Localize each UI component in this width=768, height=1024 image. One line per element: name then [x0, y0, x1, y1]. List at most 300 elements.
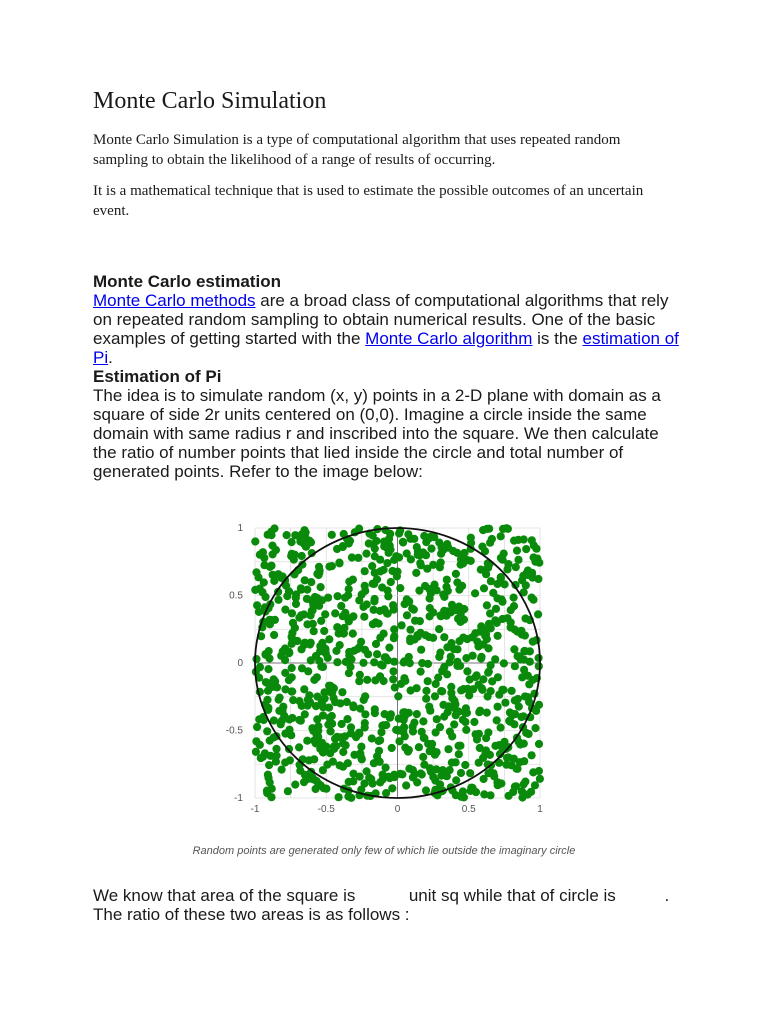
- data-point: [444, 745, 452, 753]
- page-title: Monte Carlo Simulation: [93, 88, 327, 114]
- data-point: [277, 652, 285, 660]
- data-point: [269, 571, 277, 579]
- data-point: [295, 697, 303, 705]
- data-point: [422, 551, 430, 559]
- data-point: [315, 563, 323, 571]
- data-point: [281, 644, 289, 652]
- data-point: [371, 709, 379, 717]
- data-point: [313, 673, 321, 681]
- data-point: [252, 737, 260, 745]
- data-point: [534, 575, 542, 583]
- data-point: [522, 545, 530, 553]
- data-point: [531, 781, 539, 789]
- data-point: [298, 664, 306, 672]
- data-point: [403, 611, 411, 619]
- data-point: [518, 576, 526, 584]
- data-point: [477, 566, 485, 574]
- data-point: [521, 614, 529, 622]
- data-point: [272, 546, 280, 554]
- data-point: [390, 632, 398, 640]
- section-text-1: are a broad class of computational algorithms that rely on repeated random sampling to obtain numerical results. One of the basic examples of getting started with the: [93, 291, 669, 348]
- data-point: [467, 534, 475, 542]
- data-point: [271, 616, 279, 624]
- data-point: [388, 744, 396, 752]
- data-point: [494, 703, 502, 711]
- data-point: [339, 612, 347, 620]
- data-point: [437, 687, 445, 695]
- data-point: [427, 545, 435, 553]
- data-point: [457, 793, 465, 801]
- data-point: [535, 654, 543, 662]
- data-point: [535, 740, 543, 748]
- data-point: [497, 532, 505, 540]
- data-point: [301, 576, 309, 584]
- data-point: [356, 773, 364, 781]
- data-point: [370, 658, 378, 666]
- data-point: [327, 727, 335, 735]
- data-point: [372, 640, 380, 648]
- data-point: [307, 639, 315, 647]
- data-point: [399, 715, 407, 723]
- data-point: [529, 596, 537, 604]
- data-point: [424, 660, 432, 668]
- data-point: [340, 630, 348, 638]
- data-point: [392, 569, 400, 577]
- data-point: [375, 620, 383, 628]
- subsection-heading: Estimation of Pi: [93, 367, 222, 386]
- data-point: [326, 688, 334, 696]
- data-point: [309, 620, 317, 628]
- data-point: [331, 609, 339, 617]
- data-point: [370, 597, 378, 605]
- data-point: [304, 696, 312, 704]
- data-point: [281, 606, 289, 614]
- data-point: [341, 732, 349, 740]
- data-point: [260, 578, 268, 586]
- data-point: [303, 737, 311, 745]
- data-point: [514, 695, 522, 703]
- data-point: [400, 658, 408, 666]
- data-point: [422, 786, 430, 794]
- data-point: [450, 720, 458, 728]
- data-point: [411, 635, 419, 643]
- data-point: [457, 769, 465, 777]
- data-point: [285, 715, 293, 723]
- data-point: [261, 650, 269, 658]
- data-point: [252, 568, 260, 576]
- data-point: [389, 601, 397, 609]
- data-point: [413, 710, 421, 718]
- data-point: [462, 726, 470, 734]
- data-point: [373, 650, 381, 658]
- data-point: [521, 778, 529, 786]
- data-point: [516, 758, 524, 766]
- data-point: [287, 731, 295, 739]
- data-point: [455, 637, 463, 645]
- data-point: [532, 707, 540, 715]
- data-point: [317, 663, 325, 671]
- data-point: [300, 778, 308, 786]
- section-text-3: .: [108, 348, 113, 367]
- data-point: [252, 655, 260, 663]
- data-point: [395, 726, 403, 734]
- data-point: [450, 704, 458, 712]
- data-point: [295, 743, 303, 751]
- data-point: [260, 561, 268, 569]
- data-point: [524, 566, 532, 574]
- data-point: [400, 708, 408, 716]
- data-point: [503, 524, 511, 532]
- data-point: [417, 769, 425, 777]
- data-point: [370, 580, 378, 588]
- data-point: [417, 668, 425, 676]
- data-point: [345, 585, 353, 593]
- data-point: [440, 633, 448, 641]
- data-point: [491, 655, 499, 663]
- data-point: [437, 558, 445, 566]
- data-point: [390, 625, 398, 633]
- data-point: [437, 772, 445, 780]
- data-point: [526, 658, 534, 666]
- data-point: [422, 695, 430, 703]
- data-point: [263, 789, 271, 797]
- data-point: [424, 677, 432, 685]
- data-point: [410, 535, 418, 543]
- data-point: [371, 676, 379, 684]
- data-point: [358, 590, 366, 598]
- data-point: [426, 764, 434, 772]
- data-point: [345, 578, 353, 586]
- data-point: [316, 745, 324, 753]
- data-point: [342, 741, 350, 749]
- data-point: [435, 539, 443, 547]
- data-point: [386, 530, 394, 538]
- data-point: [481, 749, 489, 757]
- data-point: [499, 686, 507, 694]
- data-point: [341, 594, 349, 602]
- data-point: [385, 644, 393, 652]
- data-point: [253, 723, 261, 731]
- data-point: [446, 766, 454, 774]
- data-point: [324, 654, 332, 662]
- data-point: [389, 675, 397, 683]
- data-point: [452, 570, 460, 578]
- data-point: [488, 535, 496, 543]
- data-point: [291, 781, 299, 789]
- data-point: [477, 654, 485, 662]
- closing-line-2: The ratio of these two areas is as follows :: [93, 905, 410, 924]
- section-heading: Monte Carlo estimation: [93, 272, 281, 291]
- data-point: [347, 723, 355, 731]
- data-point: [320, 784, 328, 792]
- data-point: [262, 678, 270, 686]
- y-tick-label: 1: [237, 523, 243, 534]
- data-point: [380, 630, 388, 638]
- data-point: [303, 540, 311, 548]
- data-point: [255, 715, 263, 723]
- data-point: [263, 727, 271, 735]
- data-point: [469, 652, 477, 660]
- data-point: [426, 707, 434, 715]
- data-point: [379, 661, 387, 669]
- closing-paragraph: [93, 886, 693, 924]
- data-point: [448, 732, 456, 740]
- data-point: [535, 662, 543, 670]
- data-point: [380, 677, 388, 685]
- data-point: [433, 715, 441, 723]
- data-point: [472, 730, 480, 738]
- data-point: [386, 546, 394, 554]
- data-point: [281, 669, 289, 677]
- data-point: [534, 610, 542, 618]
- data-point: [415, 743, 423, 751]
- x-tick-label: -1: [250, 804, 260, 815]
- data-point: [531, 558, 539, 566]
- data-point: [360, 613, 368, 621]
- data-point: [407, 555, 415, 563]
- data-point: [430, 581, 438, 589]
- data-point: [484, 644, 492, 652]
- data-point: [511, 662, 519, 670]
- x-tick-label: -0.5: [317, 804, 335, 815]
- scatter-plot-svg: [218, 518, 548, 816]
- data-point: [297, 717, 305, 725]
- data-point: [487, 577, 495, 585]
- data-point: [512, 563, 520, 571]
- data-point: [480, 584, 488, 592]
- estimation-of-pi-link[interactable]: estimation of Pi: [93, 329, 679, 367]
- data-point: [443, 540, 451, 548]
- data-point: [283, 531, 291, 539]
- monte-carlo-algorithm-link[interactable]: Monte Carlo algorithm: [365, 329, 533, 348]
- data-point: [429, 608, 437, 616]
- data-point: [361, 723, 369, 731]
- data-point: [459, 685, 467, 693]
- data-point: [508, 711, 516, 719]
- data-point: [288, 688, 296, 696]
- data-point: [402, 781, 410, 789]
- data-point: [384, 592, 392, 600]
- data-point: [321, 610, 329, 618]
- data-point: [349, 701, 357, 709]
- data-point: [455, 586, 463, 594]
- data-point: [338, 688, 346, 696]
- scatter-chart: [218, 518, 548, 816]
- data-point: [475, 708, 483, 716]
- data-point: [493, 594, 501, 602]
- data-point: [328, 531, 336, 539]
- data-point: [429, 634, 437, 642]
- data-point: [466, 675, 474, 683]
- data-point: [515, 703, 523, 711]
- data-point: [452, 776, 460, 784]
- data-point: [312, 702, 320, 710]
- data-point: [398, 621, 406, 629]
- data-point: [383, 559, 391, 567]
- data-point: [413, 684, 421, 692]
- data-point: [272, 745, 280, 753]
- data-point: [486, 791, 494, 799]
- data-point: [457, 561, 465, 569]
- data-point: [361, 567, 369, 575]
- y-tick-label: -0.5: [225, 725, 243, 737]
- data-point: [360, 696, 368, 704]
- data-point: [260, 554, 268, 562]
- data-point: [516, 652, 524, 660]
- data-point: [331, 698, 339, 706]
- data-point: [497, 724, 505, 732]
- data-point: [500, 659, 508, 667]
- data-point: [313, 594, 321, 602]
- data-point: [379, 771, 387, 779]
- data-point: [375, 747, 383, 755]
- data-point: [448, 759, 456, 767]
- data-point: [289, 619, 297, 627]
- data-point: [508, 687, 516, 695]
- data-point: [356, 671, 364, 679]
- data-point: [447, 683, 455, 691]
- subsection-body: The idea is to simulate random (x, y) points in a 2-D plane with domain as a square of side 2r units centered on (0,0). Imagine a circle inside the same domain with same radius r and inscribed into the square. We then calculate the ratio of number points that lied inside the circle and total number of generated points. Refer to the image below:: [93, 386, 661, 481]
- data-point: [358, 755, 366, 763]
- y-tick-label: 0.5: [229, 590, 243, 602]
- data-point: [264, 687, 272, 695]
- data-point: [347, 794, 355, 802]
- data-point: [391, 683, 399, 691]
- data-point: [369, 540, 377, 548]
- data-point: [318, 639, 326, 647]
- data-point: [333, 733, 341, 741]
- data-point: [310, 627, 318, 635]
- data-point: [270, 631, 278, 639]
- data-point: [380, 605, 388, 613]
- monte-carlo-section: [93, 272, 683, 481]
- data-point: [415, 587, 423, 595]
- data-point: [470, 718, 478, 726]
- data-point: [447, 639, 455, 647]
- data-point: [335, 559, 343, 567]
- data-point: [310, 755, 318, 763]
- data-point: [528, 751, 536, 759]
- data-point: [521, 631, 529, 639]
- data-point: [381, 653, 389, 661]
- data-point: [345, 669, 353, 677]
- data-point: [368, 734, 376, 742]
- data-point: [295, 533, 303, 541]
- data-point: [451, 606, 459, 614]
- data-point: [394, 692, 402, 700]
- data-point: [388, 784, 396, 792]
- data-point: [513, 547, 521, 555]
- data-point: [503, 754, 511, 762]
- data-point: [361, 646, 369, 654]
- data-point: [352, 733, 360, 741]
- data-point: [270, 524, 278, 532]
- data-point: [486, 609, 494, 617]
- data-point: [285, 676, 293, 684]
- intro-paragraph-2: It is a mathematical technique that is used to estimate the possible outcomes of an uncertain event.: [93, 183, 644, 219]
- data-point: [414, 551, 422, 559]
- data-point: [382, 764, 390, 772]
- data-point: [251, 537, 259, 545]
- data-point: [419, 717, 427, 725]
- data-point: [406, 626, 414, 634]
- data-point: [376, 778, 384, 786]
- data-point: [503, 614, 511, 622]
- data-point: [387, 710, 395, 718]
- data-point: [416, 617, 424, 625]
- data-point: [335, 793, 343, 801]
- data-point: [312, 785, 320, 793]
- data-point: [307, 611, 315, 619]
- data-point: [253, 601, 261, 609]
- data-point: [505, 792, 513, 800]
- data-point: [497, 574, 505, 582]
- monte-carlo-methods-link[interactable]: Monte Carlo methods: [93, 291, 256, 310]
- data-point: [278, 766, 286, 774]
- data-point: [484, 692, 492, 700]
- data-point: [422, 687, 430, 695]
- data-point: [413, 778, 421, 786]
- data-point: [440, 713, 448, 721]
- data-point: [333, 623, 341, 631]
- data-point: [483, 601, 491, 609]
- data-point: [369, 780, 377, 788]
- data-point: [529, 638, 537, 646]
- data-point: [399, 538, 407, 546]
- data-point: [313, 693, 321, 701]
- data-point: [455, 750, 463, 758]
- data-point: [471, 589, 479, 597]
- data-point: [510, 602, 518, 610]
- data-point: [395, 737, 403, 745]
- data-point: [422, 538, 430, 546]
- data-point: [504, 560, 512, 568]
- data-point: [297, 611, 305, 619]
- data-point: [532, 545, 540, 553]
- data-point: [478, 543, 486, 551]
- data-point: [520, 535, 528, 543]
- data-point: [371, 569, 379, 577]
- data-point: [369, 531, 377, 539]
- data-point: [522, 729, 530, 737]
- data-point: [337, 602, 345, 610]
- data-point: [336, 641, 344, 649]
- data-point: [292, 594, 300, 602]
- data-point: [264, 774, 272, 782]
- data-point: [494, 632, 502, 640]
- data-point: [276, 694, 284, 702]
- data-point: [488, 677, 496, 685]
- data-point: [456, 618, 464, 626]
- data-point: [350, 647, 358, 655]
- data-point: [493, 716, 501, 724]
- data-point: [315, 571, 323, 579]
- intro-paragraph-1: Monte Carlo Simulation is a type of computational algorithm that uses repeated random sampling to obtain the likelihood of a range of results of occurring.: [93, 132, 621, 168]
- data-point: [330, 745, 338, 753]
- data-point: [395, 529, 403, 537]
- data-point: [357, 638, 365, 646]
- data-point: [328, 562, 336, 570]
- data-point: [321, 647, 329, 655]
- data-point: [413, 543, 421, 551]
- data-point: [272, 758, 280, 766]
- data-point: [297, 586, 305, 594]
- data-point: [284, 787, 292, 795]
- data-point: [290, 556, 298, 564]
- data-point: [274, 596, 282, 604]
- x-tick-label: 0.5: [461, 804, 476, 815]
- data-point: [319, 711, 327, 719]
